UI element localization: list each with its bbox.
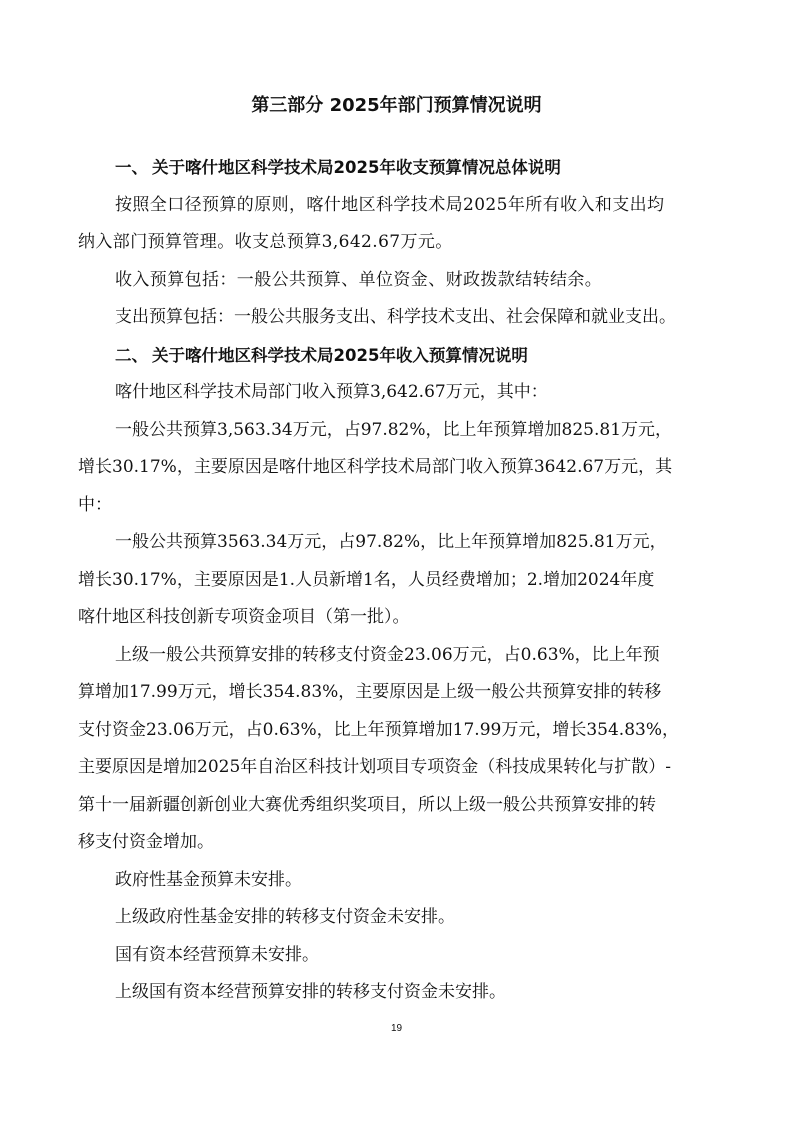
paragraph-line: 一般公共预算3563.34万元，占97.82%，比上年预算增加825.81万元，	[115, 532, 667, 552]
paragraph-line: 上级国有资本经营预算安排的转移支付资金未安排。	[115, 982, 506, 1002]
section-heading-text: 关于喀什地区科学技术局2025年收入预算情况说明	[152, 345, 528, 365]
paragraph-line: 支出预算包括：一般公共服务支出、科学技术支出、社会保障和就业支出。	[115, 307, 676, 327]
section-heading-2	[78, 337, 728, 375]
paragraph-line: 上级一般公共预算安排的转移支付资金23.06万元，占0.63%，比上年预	[115, 644, 660, 665]
document-body	[78, 149, 728, 1012]
paragraph-line: 政府性基金预算未安排。	[115, 869, 302, 890]
section-number: 一、	[115, 158, 148, 177]
page-title: 第三部分 2025年部门预算情况说明	[251, 95, 542, 116]
paragraph-line: 移支付资金增加。	[78, 832, 214, 852]
section-number: 二、	[115, 345, 148, 365]
paragraph-line: 支付资金23.06万元，占0.63%，比上年预算增加17.99万元，增长354.83%，	[78, 719, 679, 740]
paragraph-line: 主要原因是增加2025年自治区科技计划项目专项资金（科技成果转化与扩散）-	[78, 757, 672, 777]
paragraph-line: 增长30.17%，主要原因是1.人员新增1名，人员经费增加；2.增加2024年度	[78, 569, 655, 590]
paragraph-line: 第十一届新疆创新创业大赛优秀组织奖项目，所以上级一般公共预算安排的转	[78, 794, 656, 815]
page-number: 19	[390, 1023, 403, 1034]
paragraph-line: 喀什地区科学技术局部门收入预算3,642.67万元，其中：	[115, 382, 548, 402]
paragraph-line: 喀什地区科技创新专项资金项目（第一批）。	[78, 607, 410, 627]
paragraph-line: 纳入部门预算管理。收支总预算3,642.67万元。	[78, 232, 453, 252]
section-heading-text: 关于喀什地区科学技术局2025年收支预算情况总体说明	[152, 158, 561, 177]
section-heading-1	[78, 149, 728, 187]
paragraph-line: 一般公共预算3,563.34万元，占97.82%，比上年预算增加825.81万元，	[115, 419, 673, 440]
paragraph-line: 国有资本经营预算未安排。	[115, 944, 319, 965]
paragraph-line: 按照全口径预算的原则，喀什地区科学技术局2025年所有收入和支出均	[115, 194, 665, 215]
paragraph-line: 中：	[78, 494, 112, 515]
paragraph-line: 算增加17.99万元，增长354.83%，主要原因是上级一般公共预算安排的转移	[78, 682, 662, 702]
paragraph-line: 收入预算包括：一般公共预算、单位资金、财政拨款结转结余。	[115, 269, 603, 290]
paragraph-line: 增长30.17%，主要原因是喀什地区科学技术局部门收入预算3642.67万元，其	[78, 457, 673, 477]
paragraph-line: 上级政府性基金安排的转移支付资金未安排。	[115, 907, 455, 927]
